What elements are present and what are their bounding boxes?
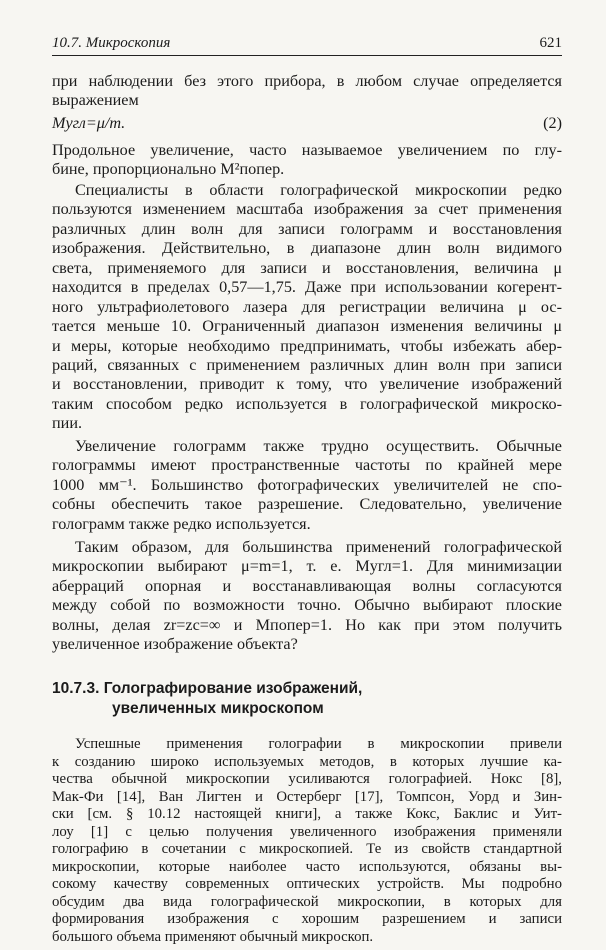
text-line: аберраций опорная и восстанавливающая волны согласуются	[52, 577, 562, 595]
text-line: пользуются изменением масштаба изображения за счет применения	[52, 200, 562, 218]
text-line: света, применяемого для записи и восстановления, величина μ	[52, 259, 562, 277]
text-line: 1000 мм⁻¹. Большинство фотографических увеличителей не спо-	[52, 476, 562, 494]
section-heading-line1: 10.7.3. Голографирование изображений,	[52, 680, 363, 697]
text-line: Успешные применения голографии в микроскопии привели	[75, 736, 562, 752]
text-line: Увеличение голограмм также трудно осуществить. Обычные	[75, 437, 562, 455]
text-line: бине, пропорционально M²попер.	[52, 160, 285, 178]
text-line: формирования изображения с хорошим разрешением и записи	[52, 911, 562, 928]
text-line: к созданию широко используемых методов, в которых лучшие ка-	[52, 753, 562, 770]
text-line: Таким образом, для большинства применений голографической	[75, 538, 562, 556]
text-line: микроскопии выбирают μ=m=1, т. е. Mугл=1. Для минимизации	[52, 557, 562, 575]
text-line: Специалисты в области голографической микроскопии редко	[75, 181, 562, 199]
text-line: увеличенное изображение объекта?	[52, 635, 298, 653]
text-line: голограммы имеют пространственные частоты по крайней мере	[52, 456, 562, 474]
text-line: ски [см. § 10.12 настоящей книги], а также Кокс, Баклис и Уит-	[52, 806, 562, 823]
text-line: голограмм также редко используется.	[52, 515, 311, 533]
text-line: между собой по возможности точно. Обычно выбирают плоские	[52, 596, 562, 614]
text-line: волны, делая zr=zc=∞ и Mпопер=1. Но как при этом получить	[52, 616, 562, 634]
equation-number: (2)	[543, 114, 562, 132]
text-line: изображения. Действительно, в диапазоне длин волн видимого	[52, 239, 562, 257]
equation: Mугл=μ/m.	[52, 114, 126, 132]
text-line: пии.	[52, 414, 83, 432]
text-line: микроскопии, которые наиболее часто используются, обязаны вы-	[52, 858, 562, 875]
text-line: раций, связанных с применением различных длин волн при записи	[52, 356, 562, 374]
text-line: выражением	[52, 91, 139, 109]
section-heading-line2: увеличенных микроскопом	[112, 700, 324, 717]
section-title: 10.7. Микроскопия	[52, 35, 171, 51]
text-line: при наблюдении без этого прибора, в любом случае определяется	[52, 72, 562, 90]
page-number: 621	[539, 35, 562, 51]
text-line: собны обеспечить такое разрешение. Следовательно, увеличение	[52, 495, 562, 513]
text-line: находится в пределах 0,57—1,75. Даже при использовании когерент-	[52, 278, 562, 296]
text-line: таким способом редко используется в голографической микроско-	[52, 395, 562, 413]
text-line: большого объема применяют обычный микроскоп.	[52, 929, 374, 945]
text-line: голографию в сочетании с микроскопией. Те из свойств стандартной	[52, 841, 562, 858]
text-line: обсудим два вида голографической микроскопии, в которых для	[52, 893, 562, 910]
text-line: и восстановлении, приводит к тому, что увеличение изображений	[52, 375, 562, 393]
text-line: тается меньше 10. Ограниченный диапазон изменения величины μ	[52, 317, 562, 335]
text-line: Мак-Фи [14], Ван Лигтен и Остерберг [17], Томпсон, Уорд и Зин-	[52, 788, 562, 805]
text-line: сокому качеству современных оптических устройств. Мы подробно	[52, 876, 562, 893]
text-line: различных длин волн для записи голограмм и восстановления	[52, 220, 562, 238]
running-header	[52, 33, 562, 56]
text-line: лоу [1] с целью получения увеличенного изображения применяли	[52, 823, 562, 840]
text-line: и меры, которые необходимо предпринимать, чтобы избежать абер-	[52, 337, 562, 355]
text-line: ного ультрафиолетового лазера для регистрации величина μ ос-	[52, 298, 562, 316]
text-line: чества обычной микроскопии усиливаются голографией. Нокс [8],	[52, 771, 562, 788]
text-line: Продольное увеличение, часто называемое увеличением по глу-	[52, 141, 562, 159]
